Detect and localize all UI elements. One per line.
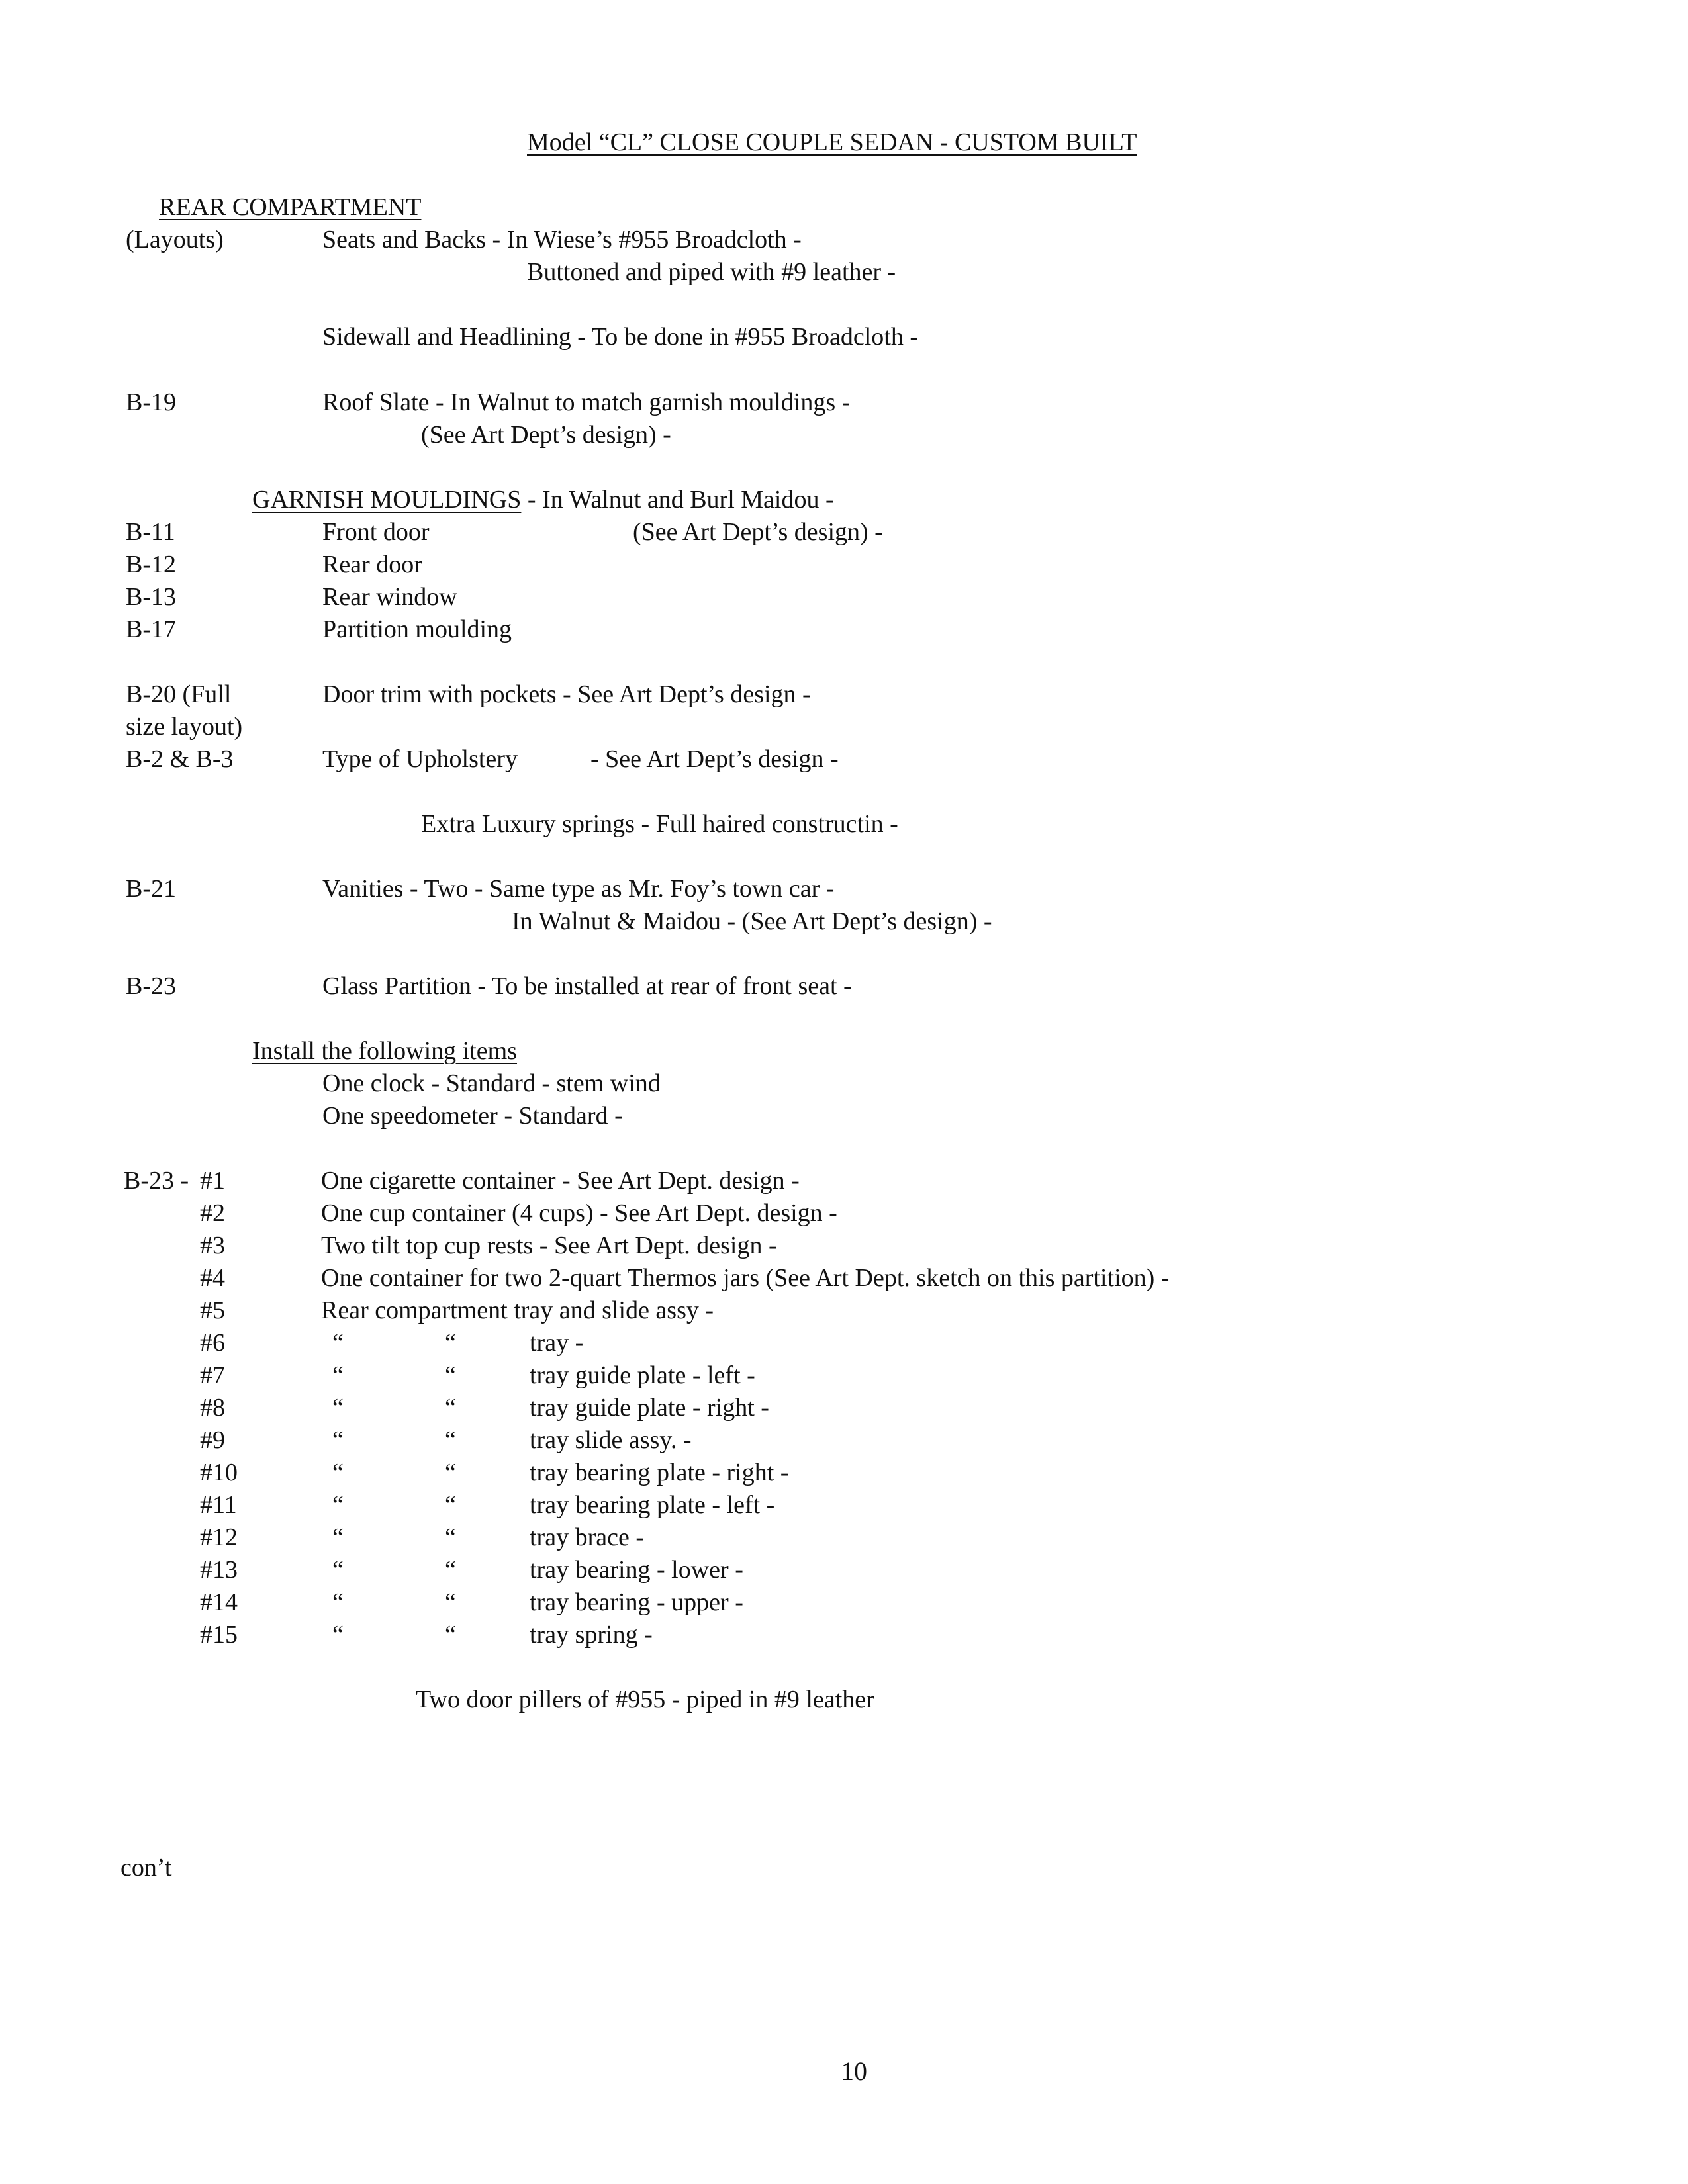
ditto-mark: “ (445, 1394, 456, 1422)
install-item: One clock - Standard - stem wind (322, 1069, 661, 1097)
item-text: tray bearing - upper - (530, 1588, 743, 1616)
sidewall-line: Sidewall and Headlining - To be done in #955 Broadcloth - (322, 323, 919, 351)
b20-text: Door trim with pockets - See Art Dept’s design - (322, 680, 811, 708)
seats-backs-cont: Buttoned and piped with #9 leather - (527, 258, 896, 286)
ditto-mark: “ (332, 1491, 344, 1519)
garnish-code: B-13 (126, 583, 176, 611)
document-title: Model “CL” CLOSE COUPLE SEDAN - CUSTOM BUILT (527, 128, 1137, 156)
garnish-code: B-17 (126, 615, 176, 643)
ditto-mark: “ (445, 1588, 456, 1616)
b2b3-note: - See Art Dept’s design - (590, 745, 839, 773)
ditto-mark: “ (445, 1329, 456, 1357)
ditto-mark: “ (332, 1459, 344, 1486)
item-number: #5 (200, 1297, 225, 1324)
b20-code: B-20 (Full (126, 680, 232, 708)
garnish-code: B-11 (126, 518, 175, 546)
item-number: #10 (200, 1459, 238, 1486)
garnish-item: Rear door (322, 551, 422, 578)
item-number: #6 (200, 1329, 225, 1357)
ditto-mark: “ (332, 1524, 344, 1551)
item-text: tray brace - (530, 1524, 644, 1551)
item-number: #7 (200, 1361, 225, 1389)
garnish-item: Rear window (322, 583, 457, 611)
ditto-mark: “ (332, 1588, 344, 1616)
item-number: #9 (200, 1426, 225, 1454)
ditto-mark: “ (332, 1426, 344, 1454)
ditto-mark: “ (445, 1426, 456, 1454)
b23-code: B-23 (126, 972, 176, 1000)
ditto-mark: “ (332, 1329, 344, 1357)
ditto-mark: “ (445, 1491, 456, 1519)
item-number: #14 (200, 1588, 238, 1616)
garnish-heading-line (252, 487, 834, 512)
ditto-mark: “ (445, 1361, 456, 1389)
garnish-item: Front door (322, 518, 430, 546)
seats-backs-line: Seats and Backs - In Wiese’s #955 Broadcloth - (322, 226, 802, 253)
ditto-mark: “ (445, 1524, 456, 1551)
item-text: One cup container (4 cups) - See Art Dept. design - (321, 1199, 837, 1227)
b2b3-text: Type of Upholstery (322, 745, 518, 773)
garnish-heading: GARNISH MOULDINGS (252, 486, 522, 514)
garnish-heading-rest: - In Walnut and Burl Maidou - (521, 486, 834, 514)
b21-code: B-21 (126, 875, 176, 903)
b21-text: Vanities - Two - Same type as Mr. Foy’s town car - (322, 875, 835, 903)
b19-cont: (See Art Dept’s design) - (421, 421, 671, 449)
b19-text: Roof Slate - In Walnut to match garnish mouldings - (322, 388, 851, 416)
item-number: #13 (200, 1556, 238, 1584)
page-number: 10 (841, 2056, 867, 2086)
b19-code: B-19 (126, 388, 176, 416)
ditto-mark: “ (445, 1556, 456, 1584)
item-text: tray slide assy. - (530, 1426, 692, 1454)
item-text: tray guide plate - right - (530, 1394, 769, 1422)
ditto-mark: “ (332, 1556, 344, 1584)
garnish-item-note: (See Art Dept’s design) - (633, 518, 883, 546)
item-number: #4 (200, 1264, 225, 1292)
item-text: tray guide plate - left - (530, 1361, 755, 1389)
install-item: One speedometer - Standard - (322, 1102, 623, 1130)
b20-code-cont: size layout) (126, 713, 243, 741)
item-text: tray bearing plate - left - (530, 1491, 775, 1519)
garnish-item: Partition moulding (322, 615, 512, 643)
item-number: #15 (200, 1621, 238, 1649)
b23-text: Glass Partition - To be installed at rear of front seat - (322, 972, 852, 1000)
item-text: Two tilt top cup rests - See Art Dept. design - (321, 1232, 777, 1259)
item-text: Rear compartment tray and slide assy - (321, 1297, 714, 1324)
item-text: tray - (530, 1329, 584, 1357)
garnish-code: B-12 (126, 551, 176, 578)
b21-cont: In Walnut & Maidou - (See Art Dept’s design) - (512, 907, 992, 935)
ditto-mark: “ (445, 1459, 456, 1486)
item-text: tray spring - (530, 1621, 653, 1649)
item-number: #3 (200, 1232, 225, 1259)
item-number: #8 (200, 1394, 225, 1422)
ditto-mark: “ (332, 1394, 344, 1422)
item-number: #12 (200, 1524, 238, 1551)
pillers-line: Two door pillers of #955 - piped in #9 leather (416, 1686, 874, 1713)
continued-note: con’t (120, 1854, 172, 1882)
b2b3-code: B-2 & B-3 (126, 745, 234, 773)
section-heading: REAR COMPARTMENT (159, 193, 422, 221)
item-text: tray bearing plate - right - (530, 1459, 789, 1486)
item-text: One container for two 2-quart Thermos jars (See Art Dept. sketch on this partition) - (321, 1264, 1170, 1292)
item-text: tray bearing - lower - (530, 1556, 743, 1584)
item-number: #1 (200, 1167, 225, 1195)
ditto-mark: “ (445, 1621, 456, 1649)
item-number: #2 (200, 1199, 225, 1227)
item-text: One cigarette container - See Art Dept. design - (321, 1167, 800, 1195)
ditto-mark: “ (332, 1361, 344, 1389)
layouts-label: (Layouts) (126, 226, 224, 253)
b23-list-code: B-23 - (124, 1167, 189, 1195)
item-number: #11 (200, 1491, 237, 1519)
ditto-mark: “ (332, 1621, 344, 1649)
install-heading: Install the following items (252, 1037, 518, 1065)
springs-line: Extra Luxury springs - Full haired constructin - (421, 810, 898, 838)
